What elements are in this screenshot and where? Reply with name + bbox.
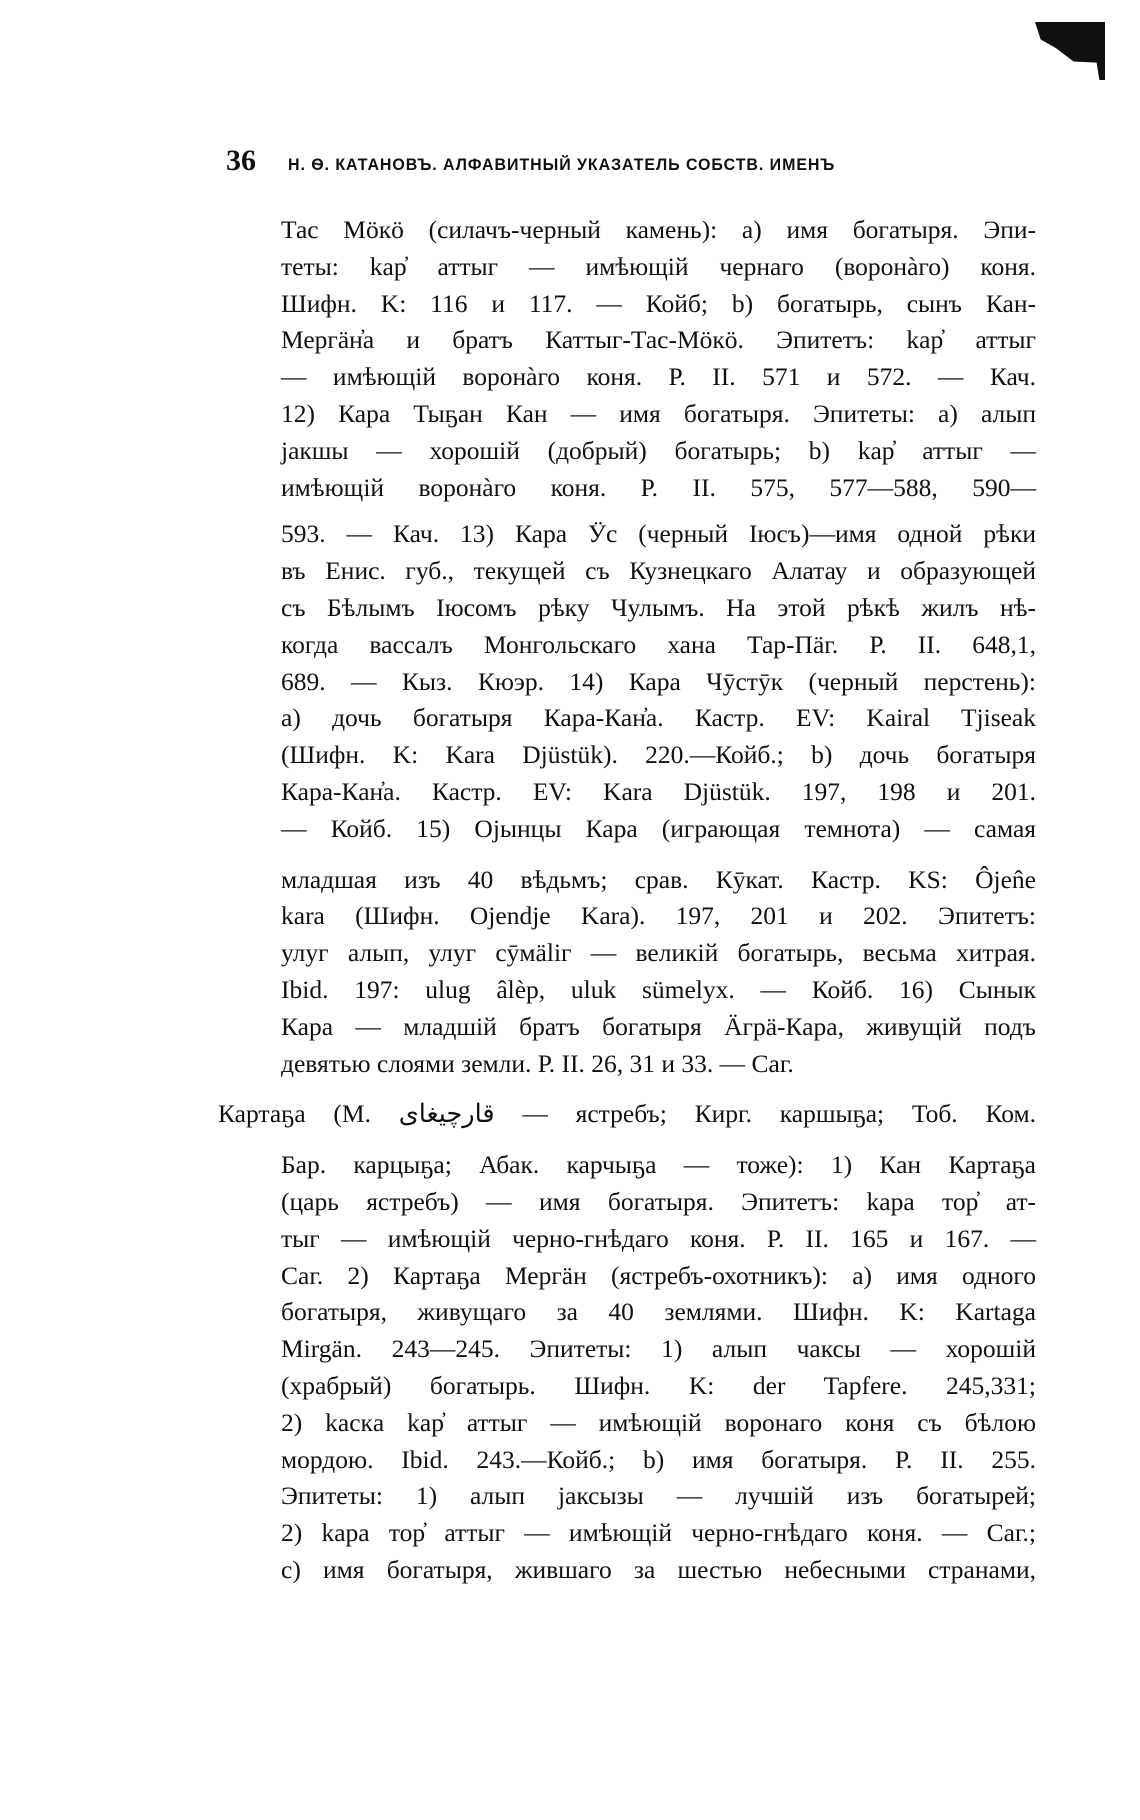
text-line: Мергӓн̓а и братъ Каттыг-Тас-Мöкö. Эпитетъ: kар̓ аттыг bbox=[281, 325, 1036, 355]
text-line: Эпитеты: 1) алып јаксызы — лучшій изъ богатырей; bbox=[281, 1481, 1036, 1511]
text-line: въ Енис. губ., текущей съ Кузнецкаго Алатау и образующей bbox=[281, 556, 1036, 586]
page-header bbox=[226, 144, 1046, 178]
text-line: јакшы — хорошій (добрый) богатырь; b) kар̓ аттыг — bbox=[281, 435, 1036, 465]
text-line: младшая изъ 40 вѣдьмъ; срав. Кӯкат. Кастр. KS: Ôjen̂e bbox=[281, 864, 1036, 894]
entry-headword-line: Картаҕа (М. قارچيغاى — ястребъ; Кирг. каршыҕа; Тоб. Ком. bbox=[218, 1099, 1036, 1129]
text-line: Бар. карцыҕа; Абак. карчыҕа — тоже): 1) Кан Картаҕа bbox=[281, 1150, 1036, 1180]
text-line: Тас Мöкö (силачъ-черный камень): a) имя богатыря. Эпи- bbox=[281, 215, 1036, 244]
text-line: (храбрый) богатырь. Шифн. K: der Tapfere. 245,331; bbox=[281, 1370, 1036, 1400]
text-line: имѣющій воронàго коня. Р. II. 575, 577—588, 590— bbox=[281, 472, 1036, 502]
text-line: тыг — имѣющій черно-гнѣдаго коня. Р. II. 165 и 167. — bbox=[281, 1223, 1036, 1253]
text-line: 12) Кара Тыҕан Кан — имя богатыря. Эпитеты: a) алып bbox=[281, 398, 1036, 428]
text-line: улуг алып, улуг сӯмӓlіг — великій богатырь, весьма хитрая. bbox=[281, 938, 1036, 968]
page-number: 36 bbox=[226, 144, 256, 177]
text-line: 689. — Кыз. Кюэр. 14) Кара Чӯстӯк (черный перстень): bbox=[281, 666, 1036, 696]
text-line: Шифн. K: 116 и 117. — Койб; b) богатырь, сынъ Кан- bbox=[281, 288, 1036, 318]
text-line: съ Бѣлымъ Іюсомъ рѣку Чулымъ. На этой рѣкѣ жилъ нѣ- bbox=[281, 592, 1036, 622]
page-body bbox=[218, 212, 1036, 1589]
paragraph-block-2 bbox=[226, 862, 1036, 1083]
entry-kartaga bbox=[218, 1096, 1036, 1588]
running-head: Н. Ѳ. КАТАНОВЪ. АЛФАВИТНЫЙ УКАЗАТЕЛЬ СОБСТВ. ИМЕНЪ bbox=[288, 155, 836, 174]
text-line: — имѣющій воронàго коня. Р. II. 571 и 572. — Кач. bbox=[281, 362, 1036, 392]
text-line: — Койб. 15) Ојынцы Кара (играющая темнота) — самая bbox=[281, 813, 1036, 843]
text-line: Ibid. 197: ulug âlèp, uluk sümelyx. — Койб. 16) Сынык bbox=[281, 974, 1036, 1004]
text-line: Кара-Кан̓а. Кастр. EV: Kara Djüstük. 197, 198 и 201. bbox=[281, 776, 1036, 806]
text-line: a) дочь богатыря Кара-Кан̓а. Кастр. EV: Kairal Tjiseak bbox=[281, 703, 1036, 733]
text-line: когда вассалъ Монгольскаго хана Тар-Пӓг. Р. II. 648,1, bbox=[281, 629, 1036, 659]
paragraph-block-1 bbox=[226, 212, 1036, 848]
text-line: 593. — Кач. 13) Кара Ӱс (черный Іюсъ)—имя одной рѣки bbox=[281, 519, 1036, 549]
scan-corner-blot bbox=[1035, 22, 1105, 80]
text-line: (царь ястребъ) — имя богатыря. Эпитетъ: kара тор̓ ат- bbox=[281, 1186, 1036, 1216]
text-line: (Шифн. K: Kara Djüstük). 220.—Койб.; b) дочь богатыря bbox=[281, 740, 1036, 770]
text-line: c) имя богатыря, жившаго за шестью небесными странами, bbox=[281, 1554, 1036, 1584]
text-line: девятью слоями земли. Р. II. 26, 31 и 33. — Саг. bbox=[281, 1048, 794, 1078]
text-line: Саг. 2) Картаҕа Мергӓн (ястребъ-охотникъ): a) имя одного bbox=[281, 1260, 1036, 1290]
text-line: мордою. Ibid. 243.—Койб.; b) имя богатыря. Р. II. 255. bbox=[281, 1444, 1036, 1474]
text-line: 2) kаскa kар̓ аттыг — имѣющій воронаго коня съ бѣлою bbox=[281, 1407, 1036, 1437]
text-line: kara (Шифн. Ojendje Kara). 197, 201 и 202. Эпитетъ: bbox=[281, 901, 1036, 931]
text-line: богатыря, живущаго за 40 землями. Шифн. K: Kartaga bbox=[281, 1297, 1036, 1327]
text-line: теты: kар̓ аттыг — имѣющій чернаго (воронàго) коня. bbox=[281, 251, 1036, 281]
text-line: 2) kара тор̓ аттыг — имѣющій черно-гнѣдаго коня. — Саг.; bbox=[281, 1518, 1036, 1548]
text-line: Кара — младшій братъ богатыря Ӓгрӓ-Кара, живущій подъ bbox=[281, 1011, 1036, 1041]
text-line: Mirgän. 243—245. Эпитеты: 1) алып чаксы — хорошій bbox=[281, 1334, 1036, 1364]
